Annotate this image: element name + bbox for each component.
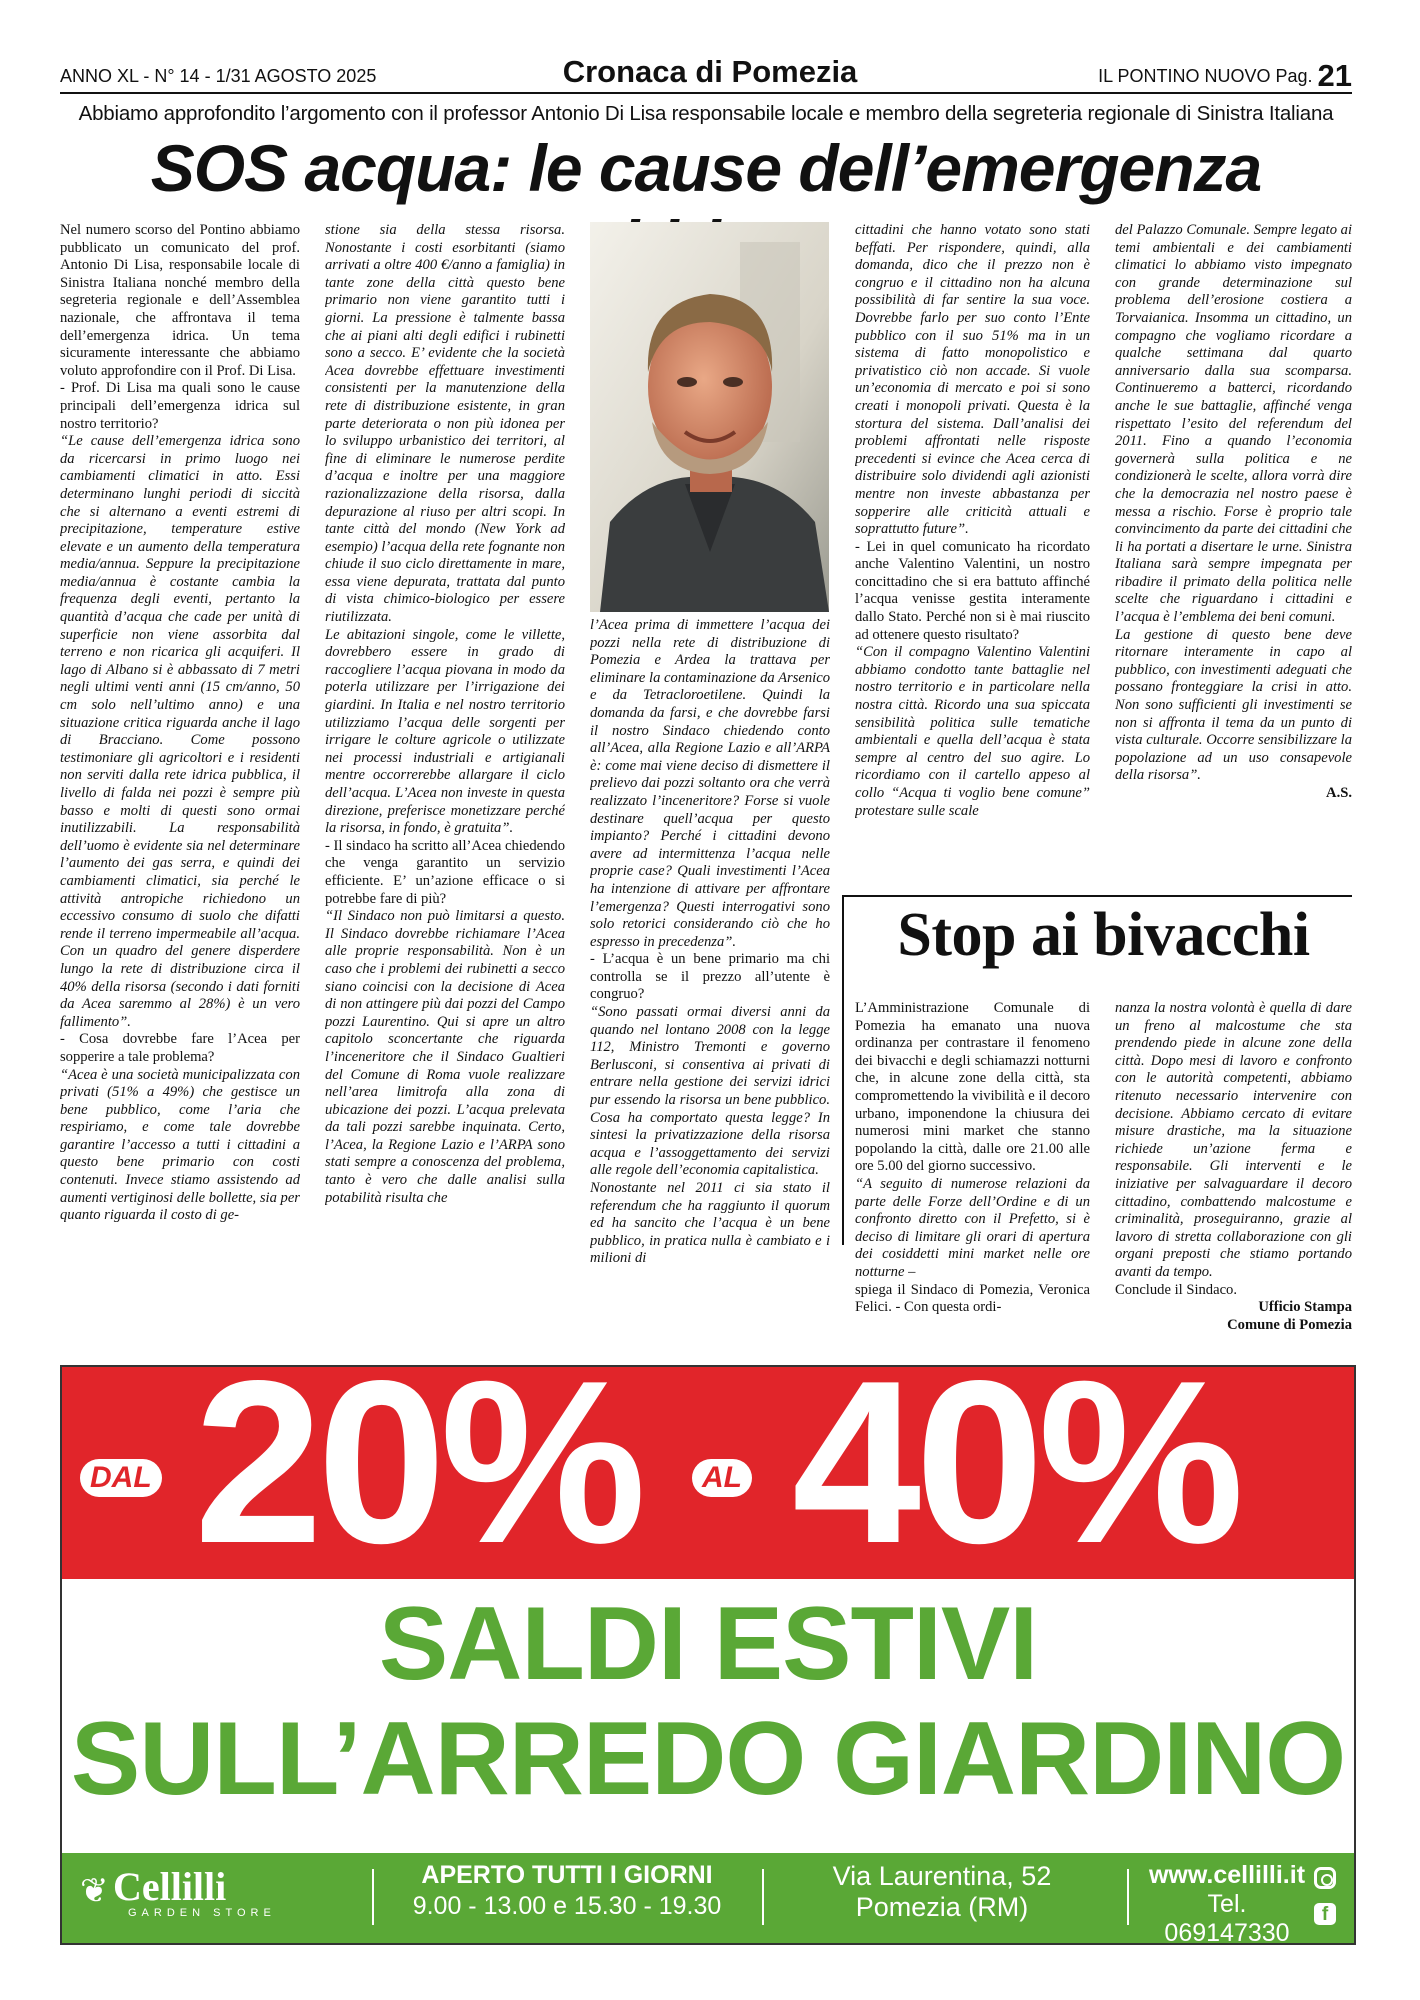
- headline: SOS acqua: le cause dell’emergenza: [150, 131, 1262, 205]
- facebook-icon[interactable]: f: [1314, 1903, 1336, 1925]
- article-column-3: [590, 617, 830, 1352]
- phone-number[interactable]: Tel. 069147330: [1164, 1890, 1290, 1945]
- question: - Prof. Di Lisa ma quali sono le cause principali dell’emergenza idrica sul nostro territorio?: [60, 380, 300, 432]
- instagram-icon[interactable]: [1314, 1867, 1336, 1889]
- website-link[interactable]: www.cellilli.it: [1148, 1861, 1306, 1889]
- article-column-1: [60, 222, 300, 1352]
- box-column-2: [1115, 1000, 1352, 1345]
- ad-line-1: SALDI ESTIVI: [378, 1586, 1038, 1702]
- footer-divider: [762, 1869, 764, 1925]
- box-headline: Stop ai bivacchi: [897, 901, 1310, 969]
- leaf-icon: ❦: [80, 1872, 109, 1910]
- answer: cittadini che hanno votato sono stati beffati. Per rispondere, quindi, alla domanda, dico che il prezzo non è congruo e il cittadino non ha alcuna possibilità di far sentire la sua voce. Dovrebbe farlo per suo conto l’Ente pubblico con il suo 51% ma in un sistema di fatto monopolistico e privatistico ciò non accade. Si vuole un’economia di mercato e poi si sono creati i monopoli privati. Questa è la stortura del sistema. Dall’analisi dei problemi affrontati nelle risposte precedenti si evince che Acea cerca di distribuire solo dividendi agli azionisti mentre non investe abbastanza per sopperire alle criticità attuali e soprattutto future”.: [855, 222, 1090, 538]
- answer: “Sono passati ormai diversi anni da quando nel lontano 2008 con la legge 112, Ministro Tremonti e governo Berlusconi, si consentiva ai privati di entrare nella gestione dei servizi idrici pur essendo la risorsa un bene pubblico. Cosa ha comportato questa legge? In sintesi la privatizzazione della risorsa acqua e l’assoggettamento dei servizi alle regole dell’economia capitalistica.: [590, 1004, 830, 1179]
- address-city: Pomezia (RM): [855, 1892, 1029, 1922]
- address-street: Via Laurentina, 52: [832, 1861, 1052, 1891]
- section-title: Cronaca di Pomezia: [562, 54, 858, 89]
- opening-hours: [382, 1861, 752, 1921]
- answer: La gestione di questo bene deve ritornare interamente in capo al pubblico, con investimenti adeguati che possano fronteggiare la crisi in atto. Non sono sufficienti gli investimenti se non si affronta il tema da un punto di vista culturale. Occorre sensibilizzare la popolazione ad un uso consapevole della risorsa”.: [1115, 626, 1352, 784]
- answer: “Con il compagno Valentino Valentini abbiamo condotto tante battaglie nel nostro territorio e in particolare nella nostra città. Ricordo una sua spiccata sensibilità politica sulle tematiche ambientali e quella dell’acqua è stata sempre al centro del suo agire. Lo ricordiamo con il cartello appeso al collo “Acqua ti voglio bene comune” protestare sulle scale: [855, 644, 1090, 819]
- question: - L’acqua è un bene primario ma chi controlla se il prezzo all’utente è congruo?: [590, 951, 830, 1003]
- portrait-photo: [590, 222, 829, 612]
- article-column-2: [325, 222, 565, 1352]
- question: - Lei in quel comunicato ha ricordato anche Valentino Valentini, un nostro concittadino che si era battuto affinché l’acqua venisse gestita interamente dallo Stato. Perché non si è mai riuscito ad ottenere questo risultato?: [855, 538, 1090, 643]
- question: - Il sindaco ha scritto all’Acea chiedendo che venga garantito un servizio efficiente. E’ un’azione efficace o si potrebbe fare di più?: [325, 837, 565, 907]
- contacts: [1142, 1861, 1312, 1945]
- page-label: [1098, 58, 1352, 94]
- ad-footer: [62, 1853, 1354, 1943]
- ad-percent-1: 20%: [194, 1365, 641, 1592]
- ad-dal-label: DAL: [80, 1459, 162, 1497]
- header-rule: [60, 92, 1352, 94]
- answer: “Le cause dell’emergenza idrica sono da ricercarsi in primo luogo nei cambiamenti climatici in atto. Essi determinano lunghi periodi di siccità che si alternano a eventi estremi di precipitazione, temperature estive elevate e un aumento della temperatura media/annua. Seppure la precipitazione media/annua è costante cambia la frequenza degli eventi, pertanto la quantità d’acqua che cade per unità di superficie non viene assorbita dal terreno e non ricarica gli acquiferi. Il lago di Albano si è abbassato di 7 metri negli ultimi venti anni (15 cm/anno, 50 cm solo nell’ultimo anno) e una situazione critica riguarda anche il lago di Bracciano. Come possono testimoniare gli agricoltori e i residenti non serviti dalla rete idrica pubblica, il livello di falda nei pozzi è sempre più basso e molti di questi sono ormai inutilizzabili. La responsabilità dell’uomo è evidente sia nel determinare l’aumento dei gas serra, e quindi dei cambiamenti climatici, sia perché le attività antropiche richiedono un eccessivo consumo di suolo che difatti rende il terreno impermeabile all’acqua. Con un quadro del genere disperdere lungo la rete di distribuzione circa il 40% della risorsa (secondo i dati forniti da Acea saremmo al 28%) è un vero fallimento”.: [60, 433, 300, 1030]
- ad-percent-2: 40%: [792, 1365, 1239, 1592]
- brand-name: Cellilli: [112, 1864, 227, 1909]
- opening-title: APERTO TUTTI I GIORNI: [421, 1861, 713, 1889]
- quote: nanza la nostra volontà è quella di dare un freno al malcostume che sta prendendo piede in alcune zone della città. Dopo mesi di lavoro e confronto con le autorità competenti, abbiamo ritenuto necessario intervenire con decisione. Abbiamo cercato di evitare misure drastiche, ma la situazione richiede un’azione ferma e responsabile. Gli interventi e le iniziative per salvaguardare il decoro cittadino, combattendo malcostume e criminalità, proseguiranno, grazie al lavoro di stretta collaborazione con gli organi preposti che stiamo portando avanti da tempo.: [1115, 1000, 1352, 1280]
- answer: “Il Sindaco non può limitarsi a questo. Il Sindaco dovrebbe richiamare l’Acea alle proprie responsabilità. Non è un caso che i problemi dei rubinetti a secco siano coincisi con la decisione di Acea di non attingere più dai pozzi del Campo pozzi Laurentino. Qui si apre un altro capitolo sconcertante che riguarda l’inceneritore che il Sindaco Gualtieri del Comune di Roma vuole realizzare nell’area limitrofa alla zona di ubicazione dei pozzi. L’acqua prelevata da tali pozzi sarebbe inquinata. Certo, l’Acea, la Regione Lazio e l’ARPA sono stati sempre a conoscenza del problema, tanto è vero che dalle analisi sulla potabilità risulta che: [325, 908, 565, 1206]
- answer: del Palazzo Comunale. Sempre legato ai temi ambientali e dei cambiamenti climatici lo abbiamo visto impegnato con grande determinazione sul problema dell’erosione costiera a Torvaianica. Insomma un cittadino, un compagno che vogliamo ricordare a qualche settimana dal quarto anniversario dalla sua scomparsa. Continueremo a batterci, ricordando anche le sue battaglie, affinché venga rispettato l’esito del referendum del 2011. Fino a quando l’economia governerà sulla politica e ne condizionerà le scelte, allora vorrà dire che la democrazia nel nostro paese è messa a rischio. Forse è proprio tale convincimento da parte dei cittadini che li ha portati a disertare le urne. Sinistra Italiana sarà sempre impegnata per ribadire il primato della politica nelle scelte che riguardano i cittadini e l’acqua è l’emblema dei beni comuni.: [1115, 222, 1352, 626]
- social-icons: [1314, 1867, 1336, 1925]
- press-office-org: Comune di Pomezia: [1227, 1316, 1352, 1333]
- quote: “A seguito di numerose relazioni da parte delle Forze dell’Ordine e di un confronto diretto con il Prefetto, si è deciso di limitare gli orari di apertura dei cosiddetti mini market nelle ore notturne –: [855, 1175, 1090, 1280]
- paragraph: L’Amministrazione Comunale di Pomezia ha emanato una nuova ordinanza per contrastare il fenomeno dei bivacchi e degli schiamazzi notturni che, in alcune zone della città, sta compromettendo la vivibilità e il decoro urbano, imponendone la chiusura dei numerosi mini market che stanno popolando la città, dalle ore 21.00 alle ore 5.00 del giorno successivo.: [855, 1000, 1090, 1175]
- answer: stione sia della stessa risorsa. Nonostante i costi esorbitanti (siamo arrivati a oltre 400 €/anno a famiglia) in tante zone della città questo bene primario non viene garantito tutti i giorni. La pressione è talmente bassa che ai piani alti degli edifici i rubinetti sono a secco. E’ evidente che la società Acea dovrebbe effettuare investimenti consistenti per la manutenzione della rete di distribuzione esistente, in gran parte deteriorata o non più idonea per lo sviluppo urbanistico dei territori, al fine di eliminare le numerose perdite d’acqua e inoltre per una maggiore razionalizzazione della risorsa, dalla depurazione al riuso per altri scopi. In tante città del mondo (New York ad esempio) l’acqua della rete fognante non chiude il suo ciclo direttamente in mare, essa viene depurata, trattata dal punto di vista chimico-biologico per essere riutilizzata.: [325, 222, 565, 626]
- paragraph: Concludе il Sindaco.: [1115, 1281, 1238, 1298]
- article-signature: A.S.: [1326, 785, 1352, 801]
- answer: Le abitazioni singole, come le villette, dovrebbero essere in grado di raccogliere l’acqua piovana in modo da poterla utilizzare per l’irrigazione dei giardini. In Italia e nel nostro territorio utilizziamo l’acqua delle sorgenti per irrigare le colture agricole o utilizzate nei processi industriali e artigianali mentre occorrerebbe allargare il ciclo dell’acqua. L’Acea non investe in questa direzione, preferisce monetizzare perché la risorsa, in fondo, è gratuita”.: [325, 626, 565, 837]
- paragraph: Nel numero scorso del Pontino abbiamo pubblicato un comunicato del prof. Antonio Di Lisa, responsabile locale di Sinistra Italiana nonché membro della segreteria regionale e dell’Assemblea nazionale, che affrontava il tema dell’emergenza idrica. Un tema sicuramente interessante che abbiamo voluto approfondire con il Prof. Di Lisa.: [60, 222, 300, 379]
- page-number: 21: [1317, 58, 1352, 93]
- article-column-5: [1115, 222, 1352, 892]
- answer: Nonostante nel 2011 ci sia stato il referendum che ha raggiunto il quorum ed ha sancito che l’acqua è un bene pubblico, in pratica nulla è cambiato e i milioni di: [590, 1180, 830, 1267]
- press-office: Ufficio Stampa: [1258, 1299, 1352, 1316]
- ad-al-label: AL: [692, 1459, 752, 1497]
- article-column-4: [855, 222, 1090, 877]
- address: [772, 1861, 1112, 1923]
- kicker: Abbiamo approfondito l’argomento con il professor Antonio Di Lisa responsabile locale e membro della segreteria regionale di Sinistra Italiana: [78, 102, 1334, 125]
- ad-red-banner: [62, 1365, 1354, 1592]
- footer-divider: [372, 1869, 374, 1925]
- opening-times: 9.00 - 13.00 e 15.30 - 19.30: [412, 1892, 722, 1920]
- brand-subtitle: GARDEN STORE: [128, 1907, 276, 1919]
- issue-info: ANNO XL - N° 14 - 1/31 AGOSTO 2025: [60, 66, 377, 86]
- question: - Cosa dovrebbe fare l’Acea per sopperire a tale problema?: [60, 1031, 300, 1065]
- box-left-rule: [842, 895, 844, 1245]
- answer: “Acea è una società municipalizzata con privati (51% a 49%) che gestisce un bene pubblico, come l’aria che respiriamo, e come tale dovrebbe garantire l’accesso a tutti i cittadini a questo bene primario con costi contenuti. Invece stiamo assistendo ad aumenti vertiginosi delle bollette, sia per quanto riguarda il costo di ge-: [60, 1066, 300, 1224]
- ad-line-2: SULL’ARREDO GIARDINO: [70, 1701, 1346, 1817]
- newspaper-name: IL PONTINO NUOVO Pag.: [1098, 66, 1313, 86]
- brand-block: [80, 1863, 276, 1919]
- box-top-rule: [842, 895, 1352, 897]
- box-column-1: [855, 1000, 1090, 1345]
- answer: l’Acea prima di immettere l’acqua dei pozzi nella rete di distribuzione di Pomezia e Ardea la trattava per eliminare la contaminazione da Arsenico e da Tetracloroetilene. Quindi la domanda da farsi, e che dovrebbe farsi il nostro Sindaco chiedendo conto all’Acea, alla Regione Lazio e all’ARPA è: come mai viene deciso di dismettere il prelievo dai pozzi soltanto ora che verrà realizzato l’inceneritore? Forse si vuole destinare quell’acqua per questo impianto? Perché i cittadini devono avere ad intermittenza l’acqua nelle proprie case? Quali investimenti l’Acea ha intenzione di attivare per affrontare l’emergenza? Questi interrogativi sono solo retorici considerando ciò che ho espresso in precedenza”.: [590, 617, 830, 950]
- footer-divider: [1127, 1869, 1129, 1925]
- advertisement[interactable]: [60, 1365, 1356, 1945]
- paragraph: spiega il Sindaco di Pomezia, Veronica Felici. - Con questa ordi-: [855, 1281, 1090, 1316]
